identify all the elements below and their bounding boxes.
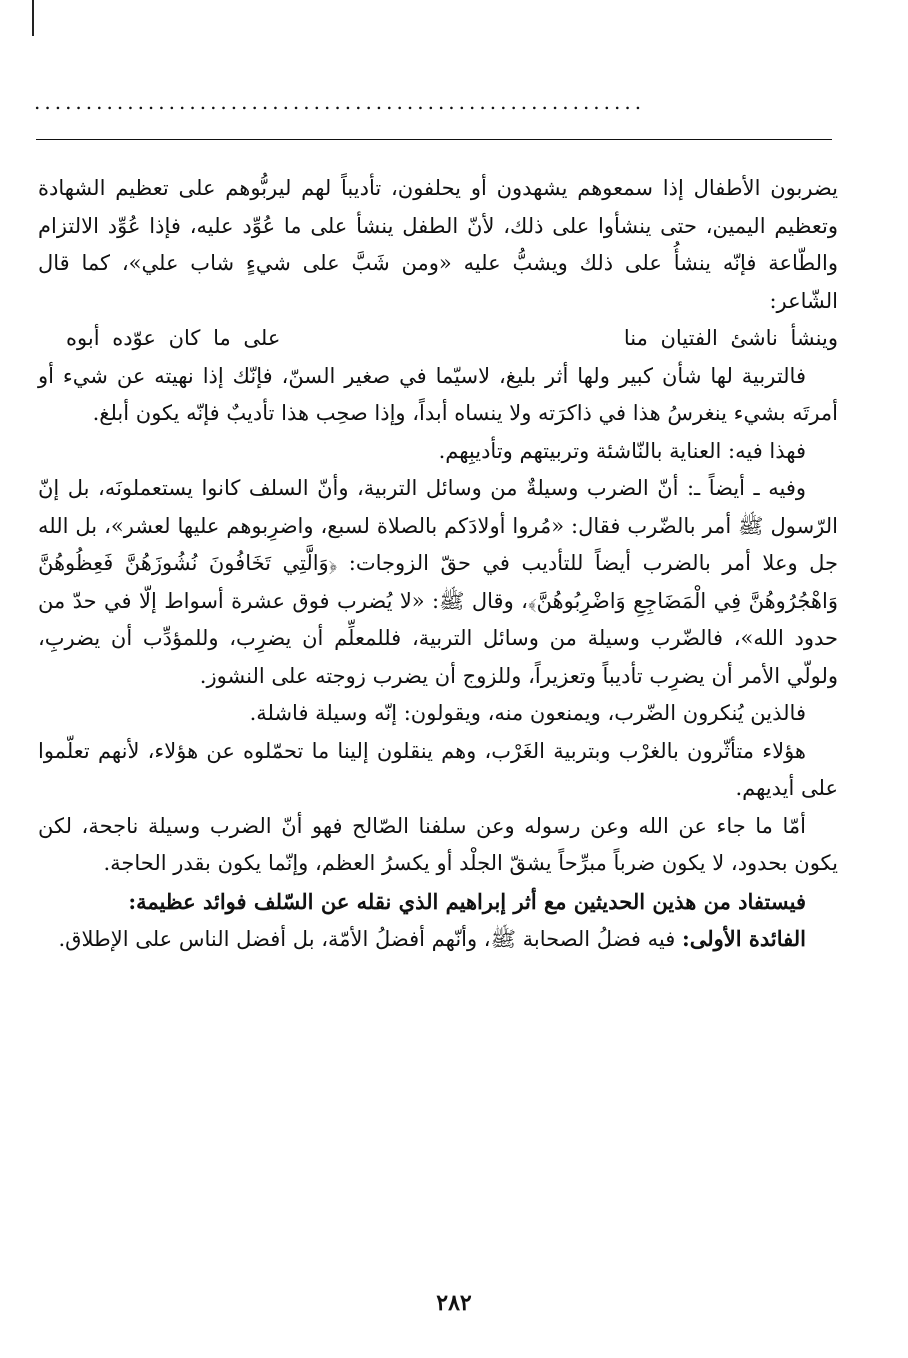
benefit-one xyxy=(38,920,838,959)
poem-second-half: على ما كان عوّده أبوه xyxy=(66,326,281,350)
page-number: ٢٨٢ xyxy=(436,1290,472,1316)
paragraph: أمّا ما جاء عن الله وعن رسوله وعن سلفنا الصّالح فهو أنّ الضرب وسيلة ناجحة، لكن يكون بحدود، لا يكون ضرباً مبرِّحاً يشقّ الجلْد أو يكسرُ العظم، وإنّما يكون بقدر الحاجة. xyxy=(38,813,838,875)
paragraph: هؤلاء متأثّرون بالغرْب وبتربية الغَرْب، وهم ينقلون إلينا ما تحمّلوه عن هؤلاء، لأنهم تعلّموا على أيديهم. xyxy=(38,738,838,800)
paragraph: فالتربية لها شأن كبير ولها أثر بليغ، لاسيّما في صغير السنّ، فإنّك إذا نهيته عن شيء أو أمرتَه بشيء ينغرسُ هذا في ذاكرَته ولا ينساه أبداً، وإذا صحِب هذا تأديبٌ فإنّه يكون أبلغ. xyxy=(38,363,838,425)
paragraph: فهذا فيه: العناية بالنّاشئة وتربيتهم وتأديبِهم. xyxy=(438,438,806,463)
paragraph: وفيه ـ أيضاً ـ: أنّ الضرب وسيلةٌ من وسائل التربية، وأنّ السلف كانوا يستعملونَه، بل إنّ الرّسول ﷺ أمر بالضّرب فقال: «مُروا أولادَكم بالصلاة لسبع، واضرِبوهم عليها لعشر»، بل الله جل وعلا أمر بالضرب أيضاً للتأديب في حقّ الزوجات: ﴿وَالَّتِي تَخَافُونَ نُشُوزَهُنَّ فَعِظُوهُنَّ وَاهْجُرُوهُنَّ فِي الْمَضَاجِعِ وَاضْرِبُوهُنَّ﴾، وقال ﷺ: «لا يُضرب فوق عشرة أسواط إلّا في حدّ من حدود الله»، فالضّرب وسيلة من وسائل التربية، فللمعلِّم أن يضرِب، وللمؤدِّب أن يضربِ، ولولّي الأمر أن يضرِب تأديباً وتعزيراً، وللزوج أن يضرب زوجته على النشوز. xyxy=(38,476,838,688)
paragraph: يضربون الأطفال إذا سمعوهم يشهدون أو يحلفون، تأديباً لهم ليربُّوهم على تعظيم الشهادة وتعظيم اليمين، حتى ينشأوا على ذلك، لأنّ الطفل ينشأ على ما عُوِّد عليه، فإذا عُوِّد الالتزام والطّاعة فإنّه ينشأُ على ذلك ويشبُّ عليه «ومن شَبَّ على شيءٍ شاب علي»، كما قال الشّاعر: xyxy=(38,176,838,313)
poem-verse xyxy=(38,320,838,358)
page-body xyxy=(38,170,838,959)
benefit-one-label: الفائدة الأولى: xyxy=(681,926,806,951)
header-dotted-line: ........................................................... xyxy=(34,92,646,112)
margin-line xyxy=(32,0,34,36)
benefits-heading: فيستفاد من هذين الحديثين مع أثر إبراهيم الذي نقله عن السّلف فوائد عظيمة: xyxy=(128,888,806,914)
paragraph: فالذين يُنكرون الضّرب، ويمنعون منه، ويقولون: إنّه وسيلة فاشلة. xyxy=(249,701,806,725)
header-rule xyxy=(36,139,832,140)
poem-first-half: وينشأ ناشئ الفتيان منا xyxy=(623,326,838,350)
benefit-one-text: فيه فضلُ الصحابة ﷺ، وأنّهم أفضلُ الأمّة، بل أفضل الناس على الإطلاق. xyxy=(58,927,682,951)
